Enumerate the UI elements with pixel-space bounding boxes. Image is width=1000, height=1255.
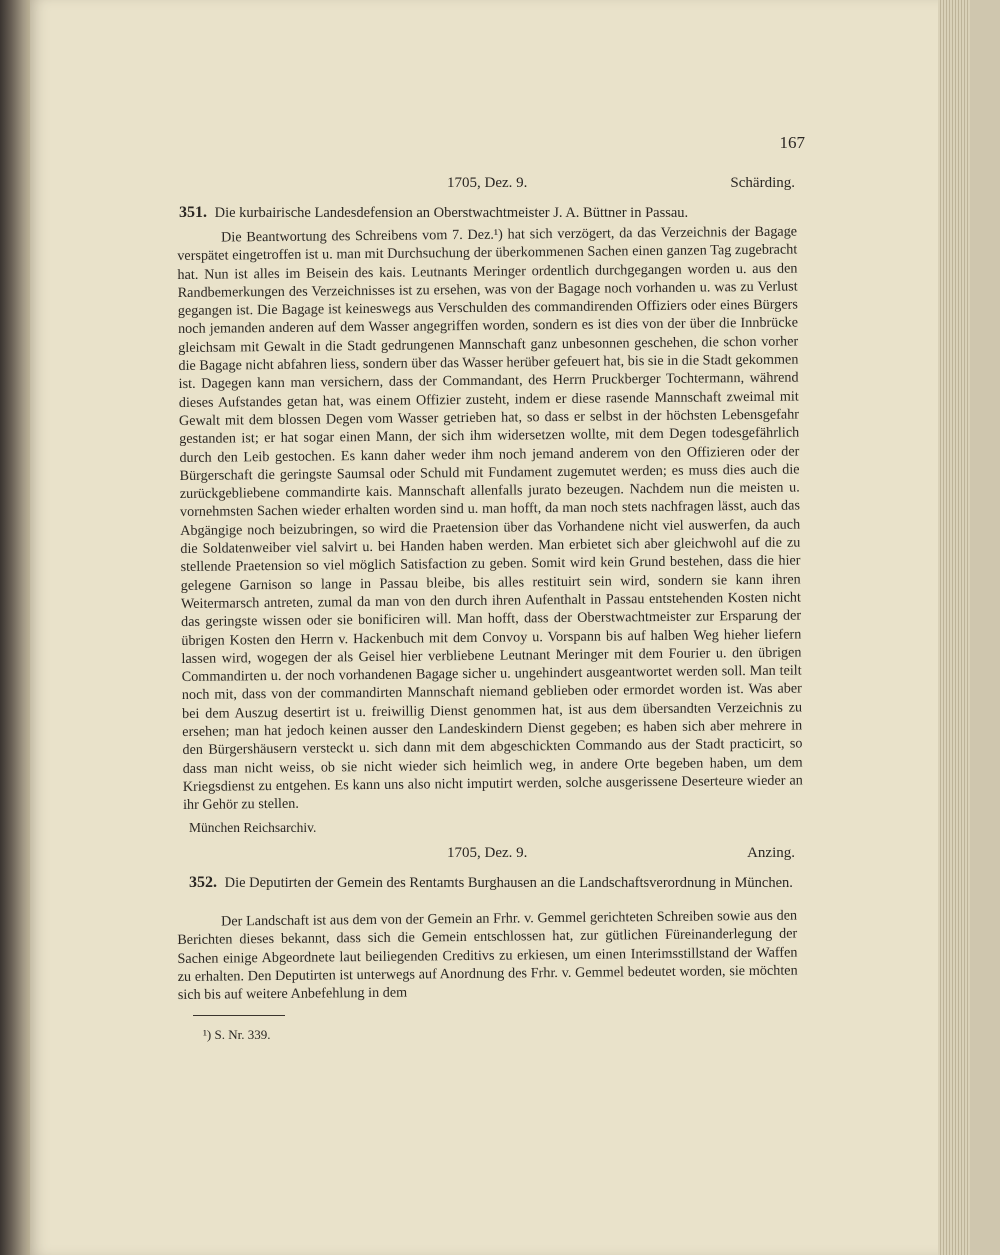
entry-351-archive: München Reichsarchiv. [189, 820, 317, 835]
entry-351-date: 1705, Dez. 9. [447, 175, 528, 191]
footnote: ¹) S. Nr. 339. [203, 1027, 271, 1042]
entry-352-number: 352. [189, 874, 217, 891]
entry-352-heading [189, 873, 809, 893]
page-edges [938, 0, 970, 1255]
book-binding [0, 0, 34, 1255]
footnote-divider [193, 1015, 285, 1016]
entry-351-body: Die Beantwortung des Schreibens vom 7. Dez.¹) hat sich verzögert, da das Verzeichnis der Bagage verspätet eingetroffen ist u. man mit Durchsuchung der überkommenen Sachen einen ganzen Tag zugebracht hat. Nun ist alles im Beisein des kais. Leutnants Meringer ordentlich durchgegangen worden u. aus den Randbemerkungen des Verzeichnisses ist zu ersehen, was von der Bagage noch vorhanden u. was zu Verlust gegangen ist. Die Bagage ist keineswegs aus Verschulden des commandirenden Offiziers oder eines Bürgers noch jemanden anderen auf dem Wasser angegriffen worden, sondern es ist dies von der über die Innbrücke gleichsam mit Gewalt in die Stadt gedrungenen Mannschaft ganz unbesonnen geschehen, die schon vorher die Bagage nicht abfahren liess, sondern über das Wasser herüber gefeuert hat, bis sie in die Stadt gekommen ist. Dagegen kann man versichern, dass der Commandant, des Herrn Pruckberger Tochtermann, während dieses Aufstandes getan hat, was einem Offizier zusteht, indem er diese rasende Mannschaft zweimal mit Gewalt mit dem blossen Degen vom Wasser getrieben hat, so dass er selbst in der höchsten Lebensgefahr gestanden ist; er hat sogar einen Mann, der sich ihm widersetzen wollte, mit dem Degen todesgefährlich durch den Leib gestochen. Es kann daher weder ihm noch jemand anderem von den Offizieren oder der Bürgerschaft die geringste Saumsal oder Schuld mit Fundament zugemutet werden; es muss dies auch die zurückgebliebene commandirte kais. Mannschaft allenfalls jurato bezeugen. Nachdem nun die meisten u. vornehmsten Sachen wieder erhalten worden sind u. man hofft, da man noch stets nachfragen lässt, auch das Abgängige noch beizubringen, so wird die Praetension über das Vorhandene nicht viel auswerfen, da auch die Soldatenweiber viel salvirt u. bei Handen haben werden. Man erbietet sich aber gleichwohl auf die zu stellende Praetension so viel möglich Satisfaction zu geben. Somit wird kein Grund bestehen, dass die hier gelegene Garnison so lange in Passau bleibe, bis alles restituirt sein wird, sondern sie kann ihren Weitermarsch antreten, zumal da man von den durch ihren Aufenthalt in Passau entstehenden Kosten nicht das geringste wissen oder sie bonificiren will. Man hofft, dass der Oberstwachtmeister zur Ersparung der übrigen Kosten den Herrn v. Hackenbuch mit dem Convoy u. Vorspann bis auf halben Weg hieher liefern lassen wird, wogegen der als Geisel hier verbliebene Leutnant Meringer mit dem Fourier u. den übrigen Commandirten u. der noch vorhandenen Bagage sicher u. ungehindert ausgeantwortet werden soll. Man teilt noch mit, dass von der commandirten Mannschaft niemand geblieben oder ermordet worden ist. Was aber bei dem Auszug desertirt ist u. freiwillig Dienst genommen hat, ist aus dem übersandten Verzeichnis zu ersehen; man hat jedoch keinen ausser den Landeskindern Dienst gegeben; es haben sich aber mehrere in den Bürgershäusern versteckt u. sich dann mit dem abgeschickten Commando aus der Stadt practicirt, so dass man nicht weiss, ob sie nicht wieder sich heimlich weg, in andere Orte begeben haben, um dem Kriegsdienst zu entgehen. Es kann uns also nicht imputirt werden, solche ausgerissene Deserteure wieder an ihr Gehör zu stellen. [177, 223, 803, 814]
entry-351-place: Schärding. [730, 175, 795, 191]
entry-351-title: Die kurbairische Landesdefension an Oberstwachtmeister J. A. Büttner in Passau. [214, 205, 689, 221]
entry-351-number: 351. [179, 204, 207, 221]
page-number: 167 [779, 133, 805, 152]
book-page [30, 0, 970, 1255]
entry-352-body: Der Landschaft ist aus dem von der Gemein an Frhr. v. Gemmel gerichteten Schreiben sowie aus den Berichten dieses bekannt, dass sich die Gemein entschlossen hat, zur gütlichen Füreinanderlegung der Sachen einige Abgeordnete laut beiliegenden Creditivs zu erkiesen, um einen Interimsstillstand der Waffen zu erhalten. Den Deputirten ist unterwegs auf Anordnung des Frhr. v. Gemmel bedeutet worden, sie möchten sich bis auf weitere Anbefehlung in dem [177, 907, 798, 1004]
entry-352-title: Die Deputirten der Gemein des Rentamts Burghausen an die Landschaftsverordnung in München. [224, 875, 793, 891]
entry-352-place: Anzing. [747, 845, 795, 861]
entry-352-date: 1705, Dez. 9. [447, 845, 528, 861]
entry-351-heading [179, 203, 809, 223]
